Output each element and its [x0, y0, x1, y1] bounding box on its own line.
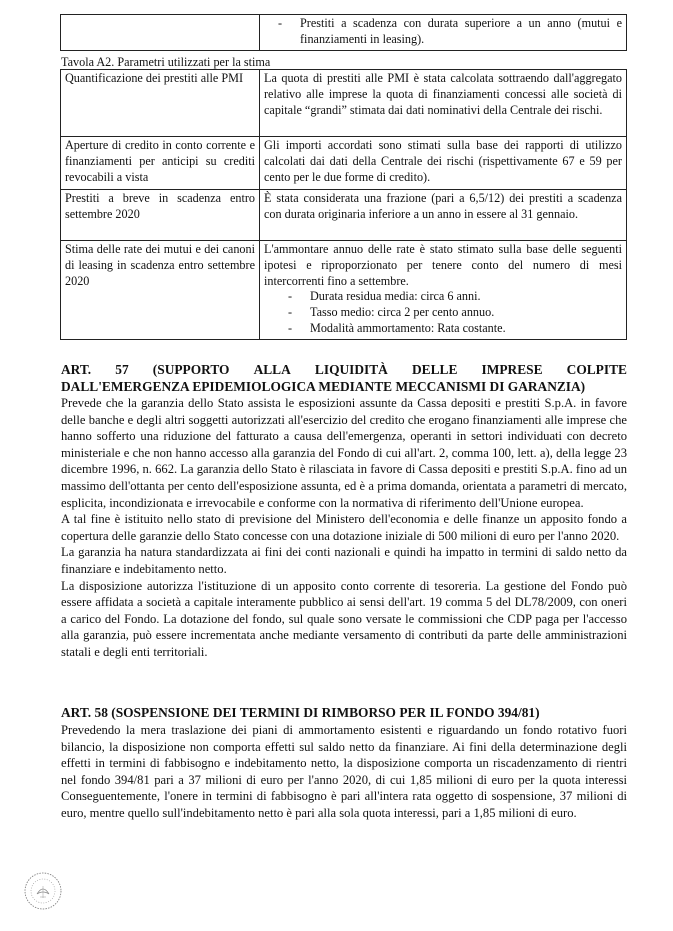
heading-word: LIQUIDITÀ [314, 362, 388, 377]
heading-word: ALLA [253, 362, 291, 377]
heading-word: (SUPPORTO [152, 362, 230, 377]
article-57-heading-line2: DALL'EMERGENZA EPIDEMIOLOGICA MEDIANTE MECCANISMI DI GARANZIA) [61, 378, 586, 394]
param-label: Aperture di credito in conto corrente e finanziamenti per anticipi su crediti revocabili a vista [61, 137, 260, 190]
param-text: L'ammontare annuo delle rate è stato stimato sulla base delle seguenti ipotesi e riproporzionato per tenere conto del numero di mesi intercorrenti fino a settembre. [264, 242, 622, 288]
continued-table [60, 14, 627, 51]
param-text: È stata considerata una frazione (pari a 6,5/12) dei prestiti a scadenza con durata originaria inferiore a un anno in essere al 31 gennaio. [260, 190, 627, 241]
table-row [61, 190, 627, 241]
paragraph: Prevedendo la mera traslazione dei piani di ammortamento esistenti e riguardando un fondo rotativo fuori bilancio, la disposizione non comporta effetti sul saldo netto da finanziare. Ai fini della determinazione degli effetti in termini di fabbisogno e indebitamento netto, la disposizione comporta un riscadenzamento di rientri nel fondo 394/81 pari a 37 milioni di euro per l'anno 2020, di cui 1,85 milioni di euro per la quota interessi Conseguentemente, l'onere in termini di fabbisogno è pari all'intera rata oggetto di sospensione, 37 milioni di euro, mentre quello sull'indebitamento netto è pari alla sola quota interessi, pari a 1,85 milioni di euro. [61, 723, 627, 820]
param-label: Prestiti a breve in scadenza entro settembre 2020 [61, 190, 260, 241]
param-text: Gli importi accordati sono stimati sulla base dei rapporti di utilizzo calcolati dai dati della Centrale dei rischi (rispettivamente 67 e 59 per cento per le due forme di credito). [260, 137, 627, 190]
table-row [61, 137, 627, 190]
table-row [61, 241, 627, 340]
heading-word: IMPRESE [481, 362, 543, 377]
article-57-heading [61, 362, 627, 395]
list-item: - Tasso medio: circa 2 per cento annuo. [288, 305, 622, 321]
heading-word: DELLE [411, 362, 458, 377]
official-seal-icon [22, 870, 64, 912]
param-text: La quota di prestiti alle PMI è stata calcolata sottraendo dall'aggregato relativo alle imprese la quota di finanziamenti concessi alle società di capitale “grandi” stimata dai dati nominativi della Centrale dei rischi. [260, 70, 627, 137]
continued-table-list [264, 16, 622, 48]
list-item: - Modalità ammortamento: Rata costante. [288, 321, 622, 337]
heading-word: 57 [115, 362, 129, 377]
paragraph: La disposizione autorizza l'istituzione di un apposito conto corrente di tesoreria. La gestione del Fondo può essere affidata a società a capitale interamente pubblico ai sensi dell'art. 19 comma 5 del DL78/2009, con oneri a carico del Fondo. La dotazione del fondo, sul quale sono versate le commissioni che CDP paga per l'accesso alla garanzia, può essere incrementata anche mediante versamento di contributi da parte delle amministrazioni statali e degli enti territoriali. [61, 578, 627, 659]
article-57-body [61, 395, 627, 661]
article-58-body [61, 722, 627, 822]
param-label: Quantificazione dei prestiti alle PMI [61, 70, 260, 137]
heading-word: ART. [61, 362, 92, 377]
heading-word: COLPITE [566, 362, 627, 377]
paragraph: A tal fine è istituito nello stato di previsione del Ministero dell'economia e delle finanze un apposito fondo a copertura delle garanzie dello Stato concesse con una dotazione iniziale di 500 milioni di euro per l'anno 2020. [61, 512, 627, 543]
assumption-list [264, 289, 622, 336]
article-57-heading-line1 [61, 362, 627, 379]
paragraph: Prevede che la garanzia dello Stato assista le esposizioni assunte da Cassa depositi e prestiti S.p.A. in favore delle banche e degli altri soggetti autorizzati all'esercizio del credito che erogano finanziamenti alle imprese che hanno sofferto una riduzione del fatturato a causa dell'emergenza, operanti in settori individuati con decreto ministeriale e che non hanno accesso alla garanzia del Fondo di cui all'art. 2, comma 100, lett. a), della legge 23 dicembre 1996, n. 662. La garanzia dello Stato è rilasciata in favore di Cassa depositi e prestiti S.p.A. fino ad un massimo dell'ottanta per cento dell'esposizione assunta, ed è a prima domanda, orientata a parametri di mercato, esplicita, incondizionata e irrevocabile e conforme con la normativa di riferimento dell'Unione europea. [61, 396, 627, 510]
article-58-heading: ART. 58 (SOSPENSIONE DEI TERMINI DI RIMBORSO PER IL FONDO 394/81) [61, 705, 540, 720]
list-item: - Durata residua media: circa 6 anni. [288, 289, 622, 305]
table-caption: Tavola A2. Parametri utilizzati per la stima [61, 55, 271, 69]
continued-table-cell [260, 15, 627, 51]
table-row [61, 70, 627, 137]
paragraph: La garanzia ha natura standardizzata ai fini dei conti nazionali e quindi ha impatto in termini di saldo netto da finanziare e indebitamento netto. [61, 545, 627, 576]
list-item: - Prestiti a scadenza con durata superiore a un anno (mutui e finanziamenti in leasing). [278, 16, 622, 48]
continued-table-empty-cell [61, 15, 260, 51]
parameters-table [60, 69, 627, 340]
param-label: Stima delle rate dei mutui e dei canoni di leasing in scadenza entro settembre 2020 [61, 241, 260, 340]
param-cell [260, 241, 627, 340]
